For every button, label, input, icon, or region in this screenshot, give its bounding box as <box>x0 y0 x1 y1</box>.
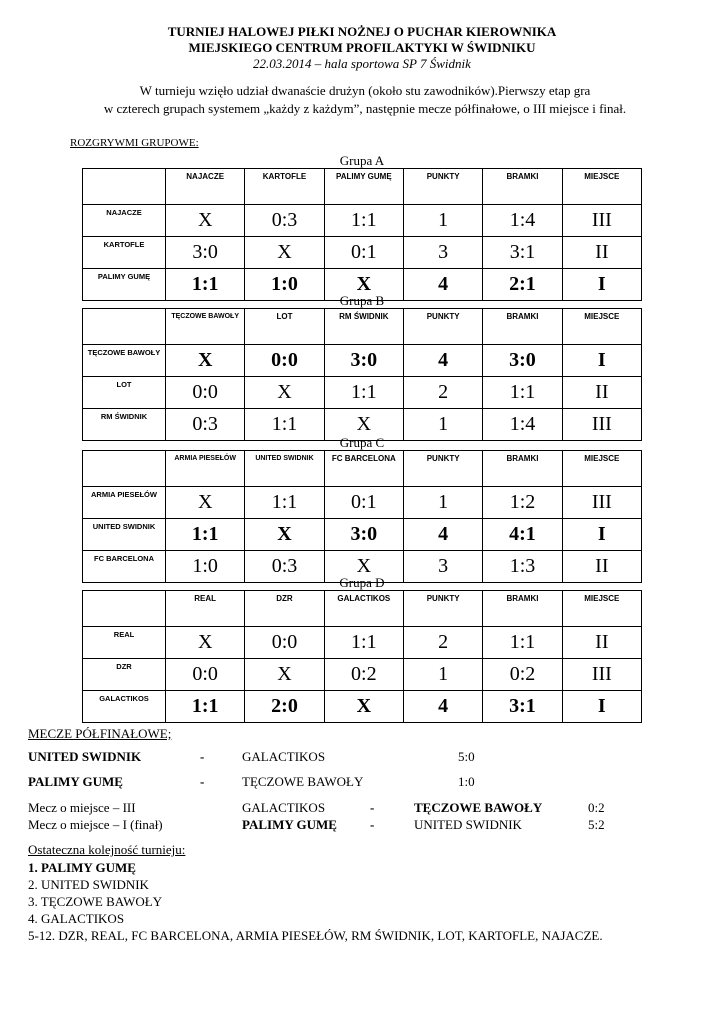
row-team-name: GALACTIKOS <box>83 691 166 723</box>
final-label: Mecz o miejsce – I (finał) <box>28 817 163 832</box>
result-cell: 1:1 <box>166 519 245 551</box>
ranking-item-2: 2. UNITED SWIDNIK <box>28 877 149 892</box>
result-cell: 2:1 <box>483 269 562 301</box>
ranking-item-5: 5-12. DZR, REAL, FC BARCELONA, ARMIA PIESEŁÓW, RM ŚWIDNIK, LOT, KARTOFLE, NAJACZE. <box>28 928 603 943</box>
date-line: 22.03.2014 – hala sportowa SP 7 Świdnik <box>253 56 471 71</box>
table-row <box>83 345 642 377</box>
result-cell: II <box>562 237 641 269</box>
result-cell: 4:1 <box>483 519 562 551</box>
result-cell: I <box>562 691 641 723</box>
result-cell: 1:1 <box>324 377 403 409</box>
group-stage-label: ROZGRYWMI GRUPOWE: <box>70 137 199 149</box>
group-title: Grupa D <box>339 575 385 590</box>
semi2-away: TĘCZOWE BAWOŁY <box>242 774 364 789</box>
row-team-name: ARMIA PIESEŁÓW <box>83 487 166 519</box>
third-place-home: GALACTIKOS <box>242 800 326 815</box>
result-cell: X <box>245 237 324 269</box>
result-cell: 1 <box>403 487 482 519</box>
result-cell: 1:0 <box>245 269 324 301</box>
result-cell: II <box>562 551 641 583</box>
row-team-name: REAL <box>83 627 166 659</box>
result-cell: III <box>562 409 641 441</box>
result-cell: 1:3 <box>483 551 562 583</box>
result-cell: X <box>324 269 403 301</box>
group-title: Grupa B <box>339 293 385 308</box>
column-header: UNITED SWIDNIK <box>245 451 324 487</box>
result-cell: X <box>324 409 403 441</box>
table-row <box>83 691 642 723</box>
result-cell: X <box>245 519 324 551</box>
column-header: MIEJSCE <box>562 451 641 487</box>
result-cell: III <box>562 205 641 237</box>
result-cell: 0:1 <box>324 487 403 519</box>
table-row <box>83 627 642 659</box>
group-table <box>82 450 642 583</box>
column-header: MIEJSCE <box>562 309 641 345</box>
table-row <box>83 237 642 269</box>
third-place-dash: - <box>370 800 375 815</box>
document-header <box>0 24 724 72</box>
result-cell: 3:0 <box>324 519 403 551</box>
result-cell: 1:1 <box>245 487 324 519</box>
result-cell: 1:1 <box>166 691 245 723</box>
result-cell: II <box>562 377 641 409</box>
result-cell: 0:1 <box>324 237 403 269</box>
column-header: REAL <box>166 591 245 627</box>
final-dash: - <box>370 817 375 832</box>
result-cell: 1:2 <box>483 487 562 519</box>
result-cell: 0:0 <box>166 659 245 691</box>
result-cell: 3:0 <box>166 237 245 269</box>
result-cell: 0:0 <box>245 627 324 659</box>
row-team-name: RM ŚWIDNIK <box>83 409 166 441</box>
result-cell: 3 <box>403 551 482 583</box>
result-cell: 1:4 <box>483 409 562 441</box>
result-cell: 3:0 <box>324 345 403 377</box>
result-cell: 1 <box>403 659 482 691</box>
result-cell: III <box>562 659 641 691</box>
final-ranking-list <box>28 859 603 944</box>
result-cell: 2 <box>403 627 482 659</box>
column-header: PUNKTY <box>403 451 482 487</box>
result-cell: 4 <box>403 691 482 723</box>
group-table <box>82 168 642 301</box>
final-away: UNITED SWIDNIK <box>414 817 522 832</box>
result-cell: II <box>562 627 641 659</box>
semi2-dash: - <box>200 774 205 789</box>
semi1-home: UNITED SWIDNIK <box>28 749 142 764</box>
table-row <box>83 519 642 551</box>
ranking-item-1: 1. PALIMY GUMĘ <box>28 860 136 875</box>
column-header: BRAMKI <box>483 309 562 345</box>
result-cell: 3 <box>403 237 482 269</box>
result-cell: 2 <box>403 377 482 409</box>
row-team-name: PALIMY GUMĘ <box>83 269 166 301</box>
result-cell: 1 <box>403 409 482 441</box>
row-team-name: UNITED SWIDNIK <box>83 519 166 551</box>
title-line-2: MIEJSKIEGO CENTRUM PROFILAKTYKI W ŚWIDNIKU <box>188 40 536 55</box>
column-header: DZR <box>245 591 324 627</box>
result-cell: X <box>166 205 245 237</box>
table-row <box>83 205 642 237</box>
result-cell: III <box>562 487 641 519</box>
intro-line-2: w czterech grupach systemem „każdy z każdym”, następnie mecze półfinałowe, o III miejsce i finał. <box>103 101 627 116</box>
intro-line-1: W turnieju wzięło udział dwanaście drużyn (około stu zawodników).Pierwszy etap gra <box>139 83 591 98</box>
column-header: ARMIA PIESEŁÓW <box>166 451 245 487</box>
column-header: PUNKTY <box>403 309 482 345</box>
result-cell: X <box>324 691 403 723</box>
column-header: MIEJSCE <box>562 169 641 205</box>
result-cell: 0:0 <box>245 345 324 377</box>
column-header: TĘCZOWE BAWOŁY <box>166 309 245 345</box>
result-cell: X <box>245 377 324 409</box>
result-cell: 3:1 <box>483 237 562 269</box>
result-cell: 2:0 <box>245 691 324 723</box>
table-row <box>83 487 642 519</box>
ranking-item-3: 3. TĘCZOWE BAWOŁY <box>28 894 163 909</box>
column-header: KARTOFLE <box>245 169 324 205</box>
final-score: 5:2 <box>588 817 605 832</box>
column-header: PUNKTY <box>403 591 482 627</box>
row-team-name: KARTOFLE <box>83 237 166 269</box>
result-cell: X <box>245 659 324 691</box>
result-cell: 0:2 <box>483 659 562 691</box>
column-header: FC BARCELONA <box>324 451 403 487</box>
row-team-name: NAJACZE <box>83 205 166 237</box>
table-corner-cell <box>83 591 166 627</box>
row-team-name: FC BARCELONA <box>83 551 166 583</box>
result-cell: 1:1 <box>166 269 245 301</box>
column-header: LOT <box>245 309 324 345</box>
result-cell: X <box>166 627 245 659</box>
column-header: BRAMKI <box>483 169 562 205</box>
third-place-score: 0:2 <box>588 800 605 815</box>
result-cell: 4 <box>403 519 482 551</box>
semi1-score: 5:0 <box>458 749 475 764</box>
column-header: MIEJSCE <box>562 591 641 627</box>
column-header: PALIMY GUMĘ <box>324 169 403 205</box>
column-header: BRAMKI <box>483 591 562 627</box>
result-cell: I <box>562 519 641 551</box>
result-cell: X <box>166 345 245 377</box>
group-title: Grupa C <box>339 435 385 450</box>
column-header: GALACTIKOS <box>324 591 403 627</box>
column-header: NAJACZE <box>166 169 245 205</box>
semifinals-label: MECZE PÓŁFINAŁOWE; <box>28 726 172 741</box>
semi1-away: GALACTIKOS <box>242 749 326 764</box>
column-header: BRAMKI <box>483 451 562 487</box>
final-ranking-label: Ostateczna kolejność turnieju: <box>28 842 186 857</box>
third-place-away: TĘCZOWE BAWOŁY <box>414 800 543 815</box>
result-cell: X <box>324 551 403 583</box>
result-cell: 1:1 <box>324 205 403 237</box>
table-corner-cell <box>83 451 166 487</box>
result-cell: 0:3 <box>245 205 324 237</box>
row-team-name: TĘCZOWE BAWOŁY <box>83 345 166 377</box>
result-cell: 3:0 <box>483 345 562 377</box>
semi2-home: PALIMY GUMĘ <box>28 774 123 789</box>
group-title: Grupa A <box>339 153 385 168</box>
semi2-score: 1:0 <box>458 774 475 789</box>
table-row <box>83 377 642 409</box>
result-cell: I <box>562 269 641 301</box>
result-cell: 1:1 <box>245 409 324 441</box>
result-cell: 1:1 <box>324 627 403 659</box>
column-header: PUNKTY <box>403 169 482 205</box>
result-cell: I <box>562 345 641 377</box>
table-corner-cell <box>83 309 166 345</box>
result-cell: 1 <box>403 205 482 237</box>
result-cell: 0:0 <box>166 377 245 409</box>
group-table <box>82 308 642 441</box>
result-cell: 1:1 <box>483 627 562 659</box>
table-corner-cell <box>83 169 166 205</box>
result-cell: 1:0 <box>166 551 245 583</box>
result-cell: 0:2 <box>324 659 403 691</box>
result-cell: 3:1 <box>483 691 562 723</box>
column-header: RM ŚWIDNIK <box>324 309 403 345</box>
group-table <box>82 590 642 723</box>
result-cell: X <box>166 487 245 519</box>
final-home: PALIMY GUMĘ <box>242 817 337 832</box>
semi1-dash: - <box>200 749 205 764</box>
row-team-name: LOT <box>83 377 166 409</box>
table-row <box>83 659 642 691</box>
result-cell: 4 <box>403 269 482 301</box>
result-cell: 0:3 <box>245 551 324 583</box>
result-cell: 1:1 <box>483 377 562 409</box>
result-cell: 4 <box>403 345 482 377</box>
ranking-item-4: 4. GALACTIKOS <box>28 911 125 926</box>
result-cell: 1:4 <box>483 205 562 237</box>
result-cell: 0:3 <box>166 409 245 441</box>
third-place-label: Mecz o miejsce – III <box>28 800 136 815</box>
title-line-1: TURNIEJ HALOWEJ PIŁKI NOŻNEJ O PUCHAR KIEROWNIKA <box>167 24 557 39</box>
row-team-name: DZR <box>83 659 166 691</box>
intro-paragraph <box>40 82 690 118</box>
